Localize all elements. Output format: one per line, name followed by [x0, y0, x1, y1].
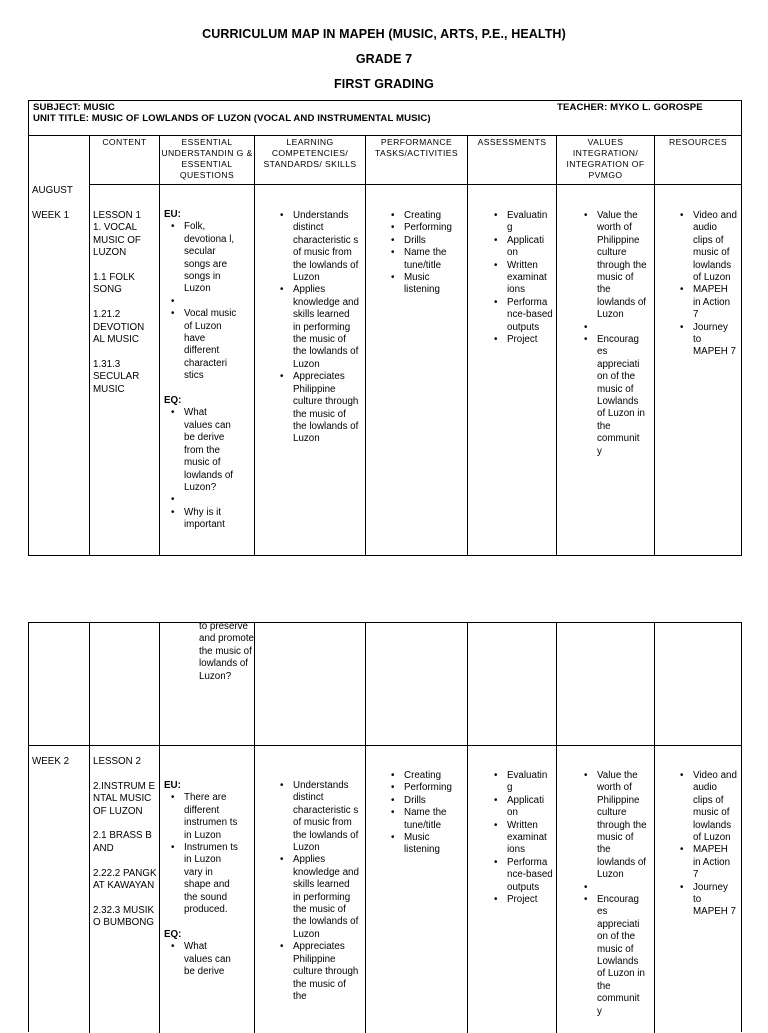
- divider: [89, 184, 741, 185]
- divider: [89, 135, 90, 555]
- lesson-content: LESSON 2 2.INSTRUM ENTAL MUSIC OF LUZON 2.1 BRASS BAND 2.22.2 PANGKAT KAWAYAN 2.32.3 MUSIKO BUMBONG: [93, 756, 157, 929]
- divider: [654, 623, 655, 1033]
- divider: [654, 135, 655, 555]
- curriculum-table-page-2: [28, 622, 742, 1032]
- month-label: AUGUST: [32, 185, 73, 196]
- performance-tasks: • Creating • Performing • Drills • Name the tune/title • Music listening: [384, 770, 466, 857]
- column-header-assessments: ASSESSMENTS: [477, 137, 547, 147]
- week-label: WEEK 2: [32, 756, 70, 767]
- divider: [89, 623, 90, 1033]
- document-title: CURRICULUM MAP IN MAPEH (MUSIC, ARTS, P.E., HEALTH): [202, 27, 566, 41]
- learning-competencies: • Understands distinct characteristic s of music from the lowlands of Luzon • Applies knowledge and skills learned in performing the music of the lowlands of Luzon • Appreciates Philippine culture through the music of the: [273, 780, 365, 1003]
- divider: [159, 623, 160, 1033]
- essential-understanding: EU: • There are different instrumen ts in Luzon • Instrumen ts in Luzon vary in shape and the sound produced. EQ: • What values can be derive: [164, 780, 254, 978]
- values-integration: • Value the worth of Philippine culture through the music of the lowlands of Luzon • • Encourag es appreciati on of the music of Lowlands of Luzon in the communit y: [577, 770, 653, 1018]
- divider: [556, 623, 557, 1033]
- divider: [159, 135, 160, 555]
- divider: [365, 623, 366, 1033]
- grading-label: FIRST GRADING: [334, 77, 434, 91]
- column-header-tasks: PERFORMANCE TASKS/ACTIVITIES: [374, 137, 459, 158]
- subject-label: SUBJECT: MUSIC: [33, 102, 115, 113]
- divider: [29, 135, 741, 136]
- assessments: • Evaluatin g • Applicati on • Written examinat ions • Performa nce-based outputs • Project: [487, 210, 555, 346]
- column-header-content: CONTENT: [102, 137, 147, 147]
- divider: [254, 135, 255, 555]
- divider: [467, 623, 468, 1033]
- assessments: • Evaluatin g • Applicati on • Written examinat ions • Performa nce-based outputs • Project: [487, 770, 555, 906]
- curriculum-table-page-1: [28, 100, 742, 556]
- week-label: WEEK 1: [32, 210, 70, 221]
- values-integration: • Value the worth of Philippine culture through the music of the lowlands of Luzon • • Encourag es appreciati on of the music of Lowlands of Luzon in the communit y: [577, 210, 653, 458]
- column-header-competencies: LEARNING COMPETENCIES/ STANDARDS/ SKILLS: [263, 137, 357, 169]
- divider: [467, 135, 468, 555]
- column-header-eu: ESSENTIAL UNDERSTANDIN G & ESSENTIAL QUESTIONS: [161, 137, 253, 180]
- resources: • Video and audio clips of music of lowlands of Luzon • MAPEH in Action 7 • Journey to MAPEH 7: [673, 770, 739, 919]
- performance-tasks: • Creating • Performing • Drills • Name the tune/title • Music listening: [384, 210, 466, 297]
- column-header-resources: RESOURCES: [668, 137, 728, 147]
- learning-competencies: • Understands distinct characteristic s of music from the lowlands of Luzon • Applies knowledge and skills learned in performing the music of the lowlands of Luzon • Appreciates Philippine culture through the music of the lowlands of Luzon: [273, 210, 365, 446]
- lesson-content: LESSON 1 1. VOCAL MUSIC OF LUZON 1.1 FOLK SONG 1.21.2 DEVOTION AL MUSIC 1.31.3 SECULAR MUSIC: [93, 210, 145, 395]
- resources: • Video and audio clips of music of lowlands of Luzon • MAPEH in Action 7 • Journey to MAPEH 7: [673, 210, 739, 359]
- divider: [254, 623, 255, 1033]
- teacher-label: TEACHER: MYKO L. GOROSPE: [557, 102, 703, 113]
- divider: [29, 745, 741, 746]
- essential-understanding: EU: • Folk, devotiona l, secular songs are songs in Luzon • • Vocal music of Luzon have different characteri stics EQ: • What values can be derive from the music of lowlands of Luzon? • • Why is it important: [164, 209, 254, 532]
- unit-title: UNIT TITLE: MUSIC OF LOWLANDS OF LUZON (VOCAL AND INSTRUMENTAL MUSIC): [33, 113, 431, 124]
- grade-label: GRADE 7: [355, 52, 413, 66]
- essential-question-continuation: to preserve and promote the music of lowlands of Luzon?: [199, 621, 255, 682]
- divider: [556, 135, 557, 555]
- divider: [365, 135, 366, 555]
- column-header-values: VALUES INTEGRATION/ INTEGRATION OF PVMGO: [566, 137, 645, 180]
